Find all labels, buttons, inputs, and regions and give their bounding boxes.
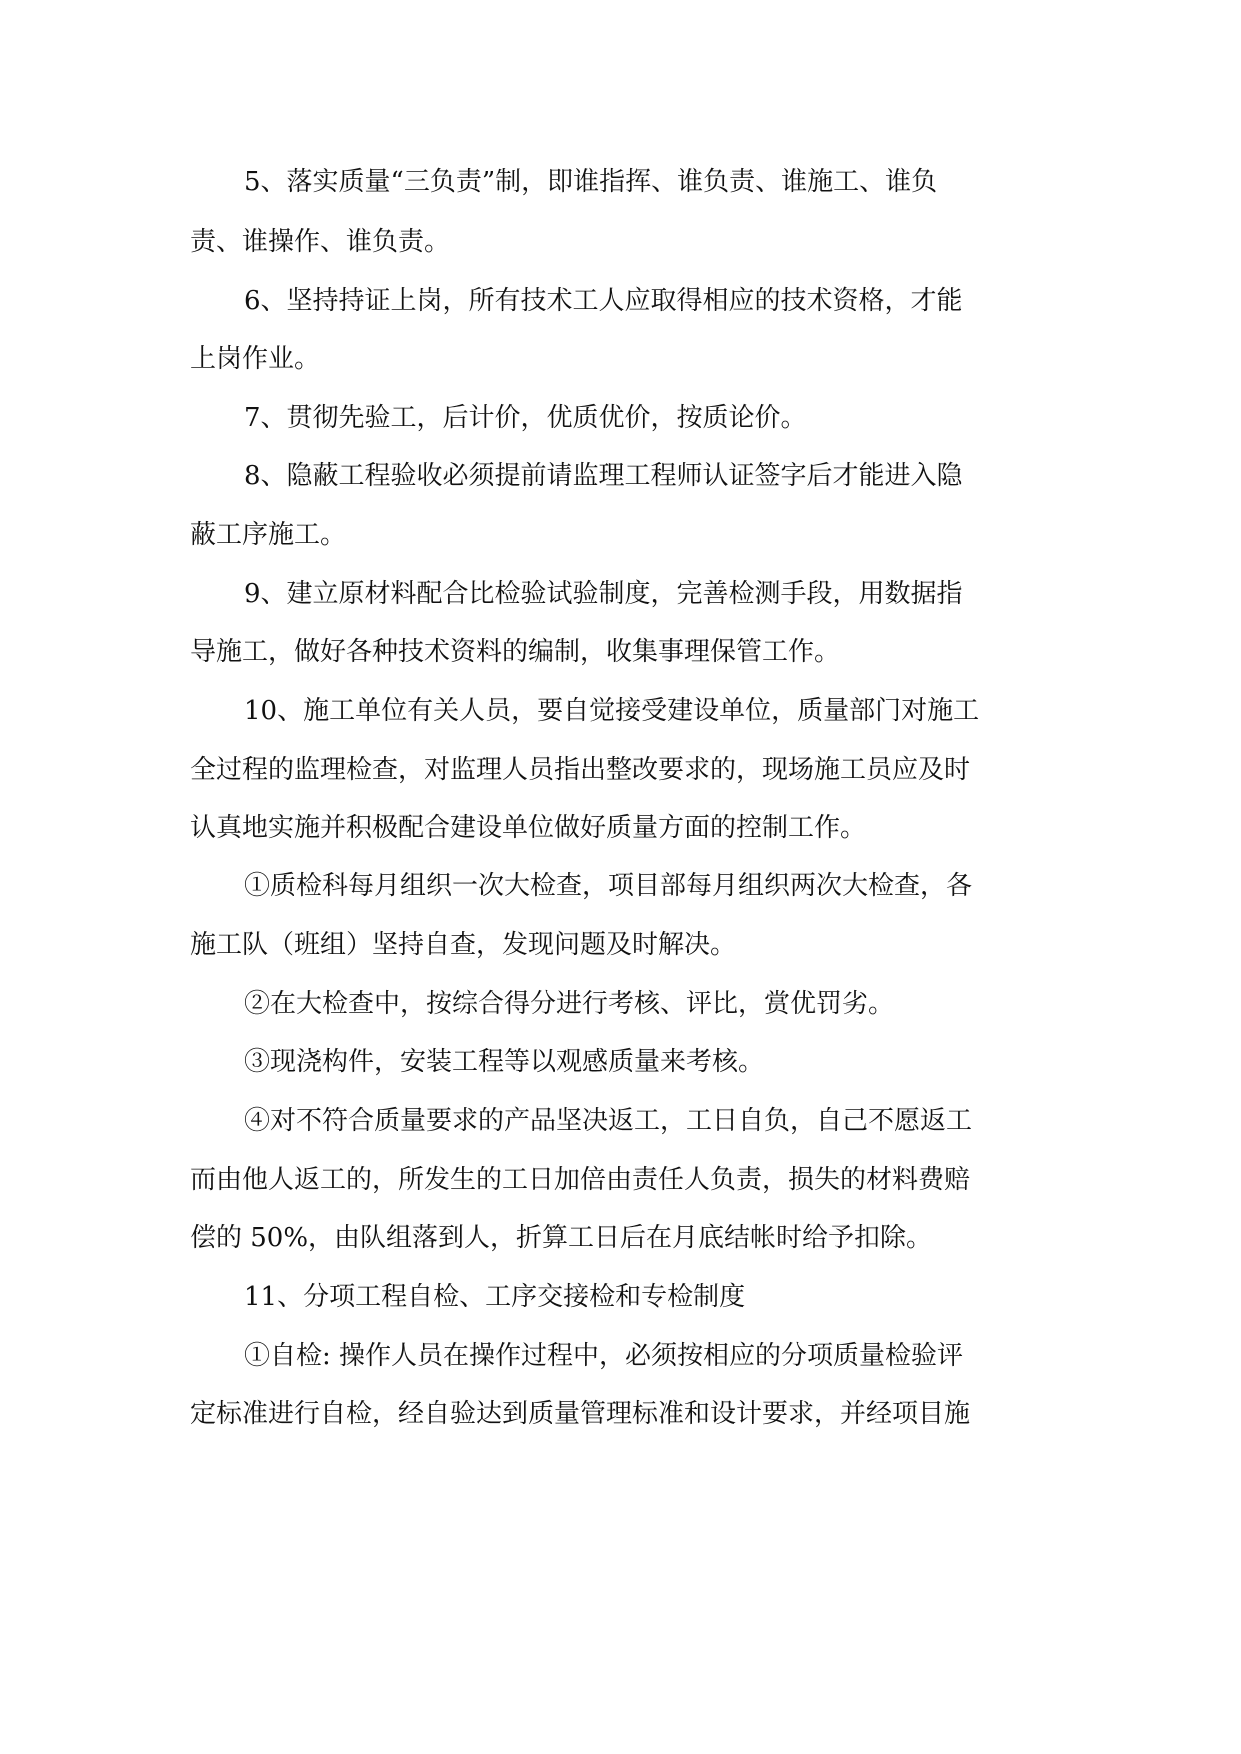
text-line: 10、施工单位有关人员，要自觉接受建设单位，质量部门对施工 (244, 696, 980, 726)
text-line: 上岗作业。 (190, 344, 321, 374)
text-line: 蔽工序施工。 (190, 520, 347, 550)
text-line: 11、分项工程自检、工序交接检和专检制度 (244, 1282, 746, 1312)
text-line: 7、贯彻先验工，后计价，优质优价，按质论价。 (244, 403, 807, 433)
text-line: ④对不符合质量要求的产品坚决返工，工日自负，自己不愿返工 (244, 1106, 973, 1136)
text-line: 8、隐蔽工程验收必须提前请监理工程师认证签字后才能进入隐 (244, 461, 963, 491)
text-line: 偿的 50%，由队组落到人，折算工日后在月底结帐时给予扣除。 (190, 1223, 933, 1253)
text-line: 导施工，做好各种技术资料的编制，收集事理保管工作。 (190, 637, 841, 667)
text-line: ②在大检查中，按综合得分进行考核、评比，赏优罚劣。 (244, 989, 895, 1019)
text-line: 定标准进行自检，经自验达到质量管理标准和设计要求，并经项目施 (190, 1399, 971, 1429)
text-line: 全过程的监理检查，对监理人员指出整改要求的，现场施工员应及时 (190, 755, 971, 785)
text-line: 而由他人返工的，所发生的工日加倍由责任人负责，损失的材料费赔 (190, 1165, 971, 1195)
text-line: 责、谁操作、谁负责。 (190, 227, 451, 257)
text-line: 5、落实质量“三负责”制，即谁指挥、谁负责、谁施工、谁负 (244, 167, 938, 197)
text-line: ③现浇构件，安装工程等以观感质量来考核。 (244, 1047, 765, 1077)
text-line: 认真地实施并积极配合建设单位做好质量方面的控制工作。 (190, 813, 867, 843)
text-line: 施工队（班组）坚持自查，发现问题及时解决。 (190, 930, 737, 960)
text-line: ①质检科每月组织一次大检查，项目部每月组织两次大检查，各 (244, 871, 973, 901)
text-line: 6、坚持持证上岗，所有技术工人应取得相应的技术资格，才能 (244, 286, 963, 316)
text-line: 9、建立原材料配合比检验试验制度，完善检测手段，用数据指 (244, 579, 963, 609)
text-line: ①自检: 操作人员在操作过程中，必须按相应的分项质量检验评 (244, 1341, 964, 1371)
